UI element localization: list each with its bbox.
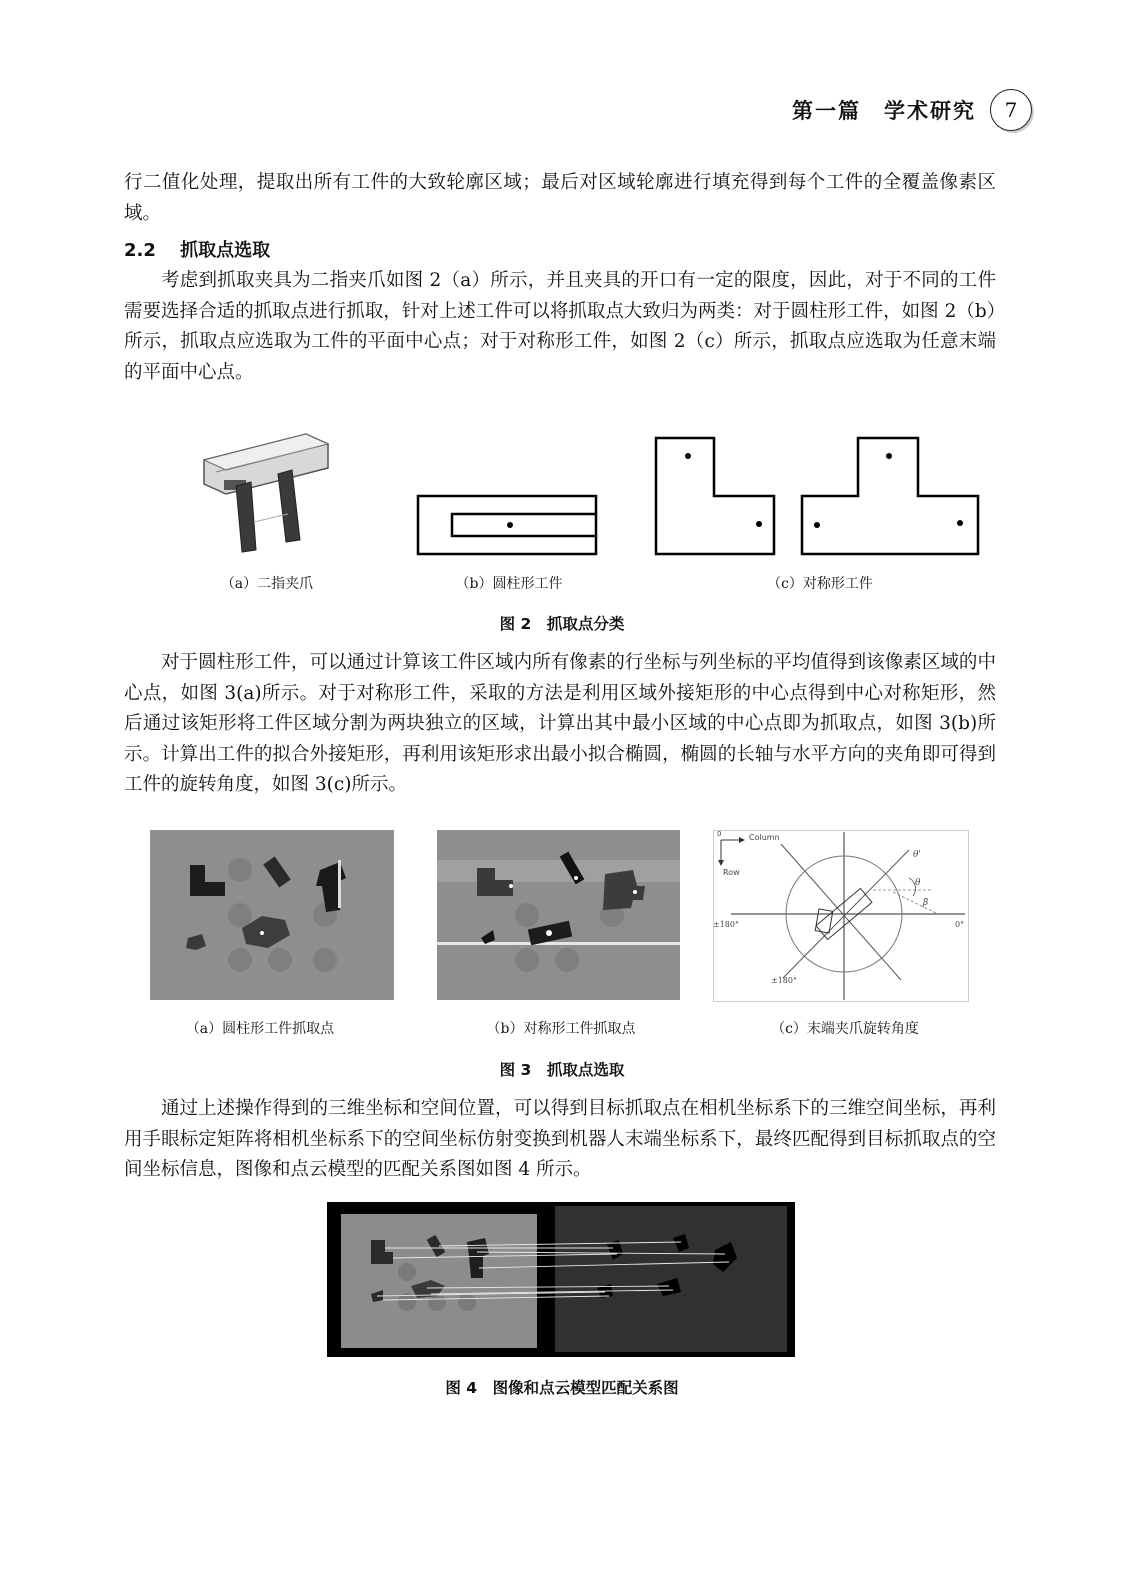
plot-bottom-label: ±180° (771, 976, 797, 985)
fig2b-cylinder-diagram (416, 494, 598, 556)
paragraph-2: 考虑到抓取夹具为二指夹爪如图 2（a）所示，并且夹具的开口有一定的限度，因此，对于不同的工件需要选择合适的抓取点进行抓取，针对上述工件可以将抓取点大致归为两类：对于圆柱形工件，如图 2（b）所示，抓取点应选取为工件的平面中心点；对于对称形工件，如图 2（c）所示，抓取点应选取为任意末端的平面中心点。 (124, 270, 996, 383)
fig3c-rotation-plot (713, 830, 969, 1002)
plot-column-label: Column (749, 833, 780, 842)
fig3b-photo (437, 830, 680, 1000)
plot-angle-plus-label: θ' (913, 850, 921, 860)
fig3c-caption: （c）末端夹爪旋转角度 (771, 1021, 919, 1037)
fig2c-t-shape-diagram (800, 436, 982, 558)
fig3a-caption: （a）圆柱形工件抓取点 (185, 1021, 335, 1037)
plot-origin-label: 0 (717, 830, 722, 838)
fig3b-caption: （b）对称形工件抓取点 (486, 1021, 636, 1037)
paragraph-1: 行二值化处理，提取出所有工件的大致轮廓区域；最后对区域轮廓进行填充得到每个工件的全覆盖像素区域。 (124, 172, 996, 224)
section-heading (124, 236, 270, 262)
fig2c-caption: （c）对称形工件 (767, 576, 873, 592)
fig4-matching-image (327, 1202, 795, 1357)
section-title: 抓取点选取 (180, 240, 271, 261)
plot-beta-label: β (923, 898, 929, 908)
fig2b-caption: （b）圆柱形工件 (455, 576, 563, 592)
header-title: 第一篇 学术研究 (792, 98, 976, 123)
fig2a-caption: （a）二指夹爪 (220, 576, 314, 592)
paragraph-4: 通过上述操作得到的三维坐标和空间位置，可以得到目标抓取点在相机坐标系下的三维空间坐标，再利用手眼标定矩阵将相机坐标系下的空间坐标仿射变换到机器人末端坐标系下，最终匹配得到目标抓取点的空间坐标信息，图像和点云模型的匹配关系图如图 4 所示。 (124, 1098, 996, 1180)
figure2-title: 图 2 抓取点分类 (499, 615, 625, 633)
plot-row-label: Row (723, 868, 740, 877)
plot-right-label: 0° (955, 920, 965, 929)
paragraph-3: 对于圆柱形工件，可以通过计算该工件区域内所有像素的行坐标与列坐标的平均值得到该像素区域的中心点，如图 3(a)所示。对于对称形工件，采取的方法是利用区域外接矩形的中心点得到中心对称矩形，然后通过该矩形将工件区域分割为两块独立的区域，计算出其中最小区域的中心点即为抓取点，如图 3(b)所示。计算出工件的拟合外接矩形，再利用该矩形求出最小拟合椭圆，椭圆的长轴与水平方向的夹角即可得到工件的旋转角度，如图 3(c)所示。 (124, 652, 996, 795)
figure3-title: 图 3 抓取点选取 (499, 1061, 625, 1079)
page-header (792, 86, 1032, 134)
fig2a-gripper-image (196, 422, 338, 558)
plot-angle-theta-label: θ (915, 878, 921, 888)
fig3a-photo (150, 830, 394, 1000)
section-number: 2.2 (124, 240, 156, 261)
fig2c-l-shape-diagram (654, 436, 778, 558)
plot-left-label: ±180° (713, 920, 739, 929)
page-number: 7 (990, 89, 1032, 131)
figure4-title: 图 4 图像和点云模型匹配关系图 (445, 1379, 679, 1397)
